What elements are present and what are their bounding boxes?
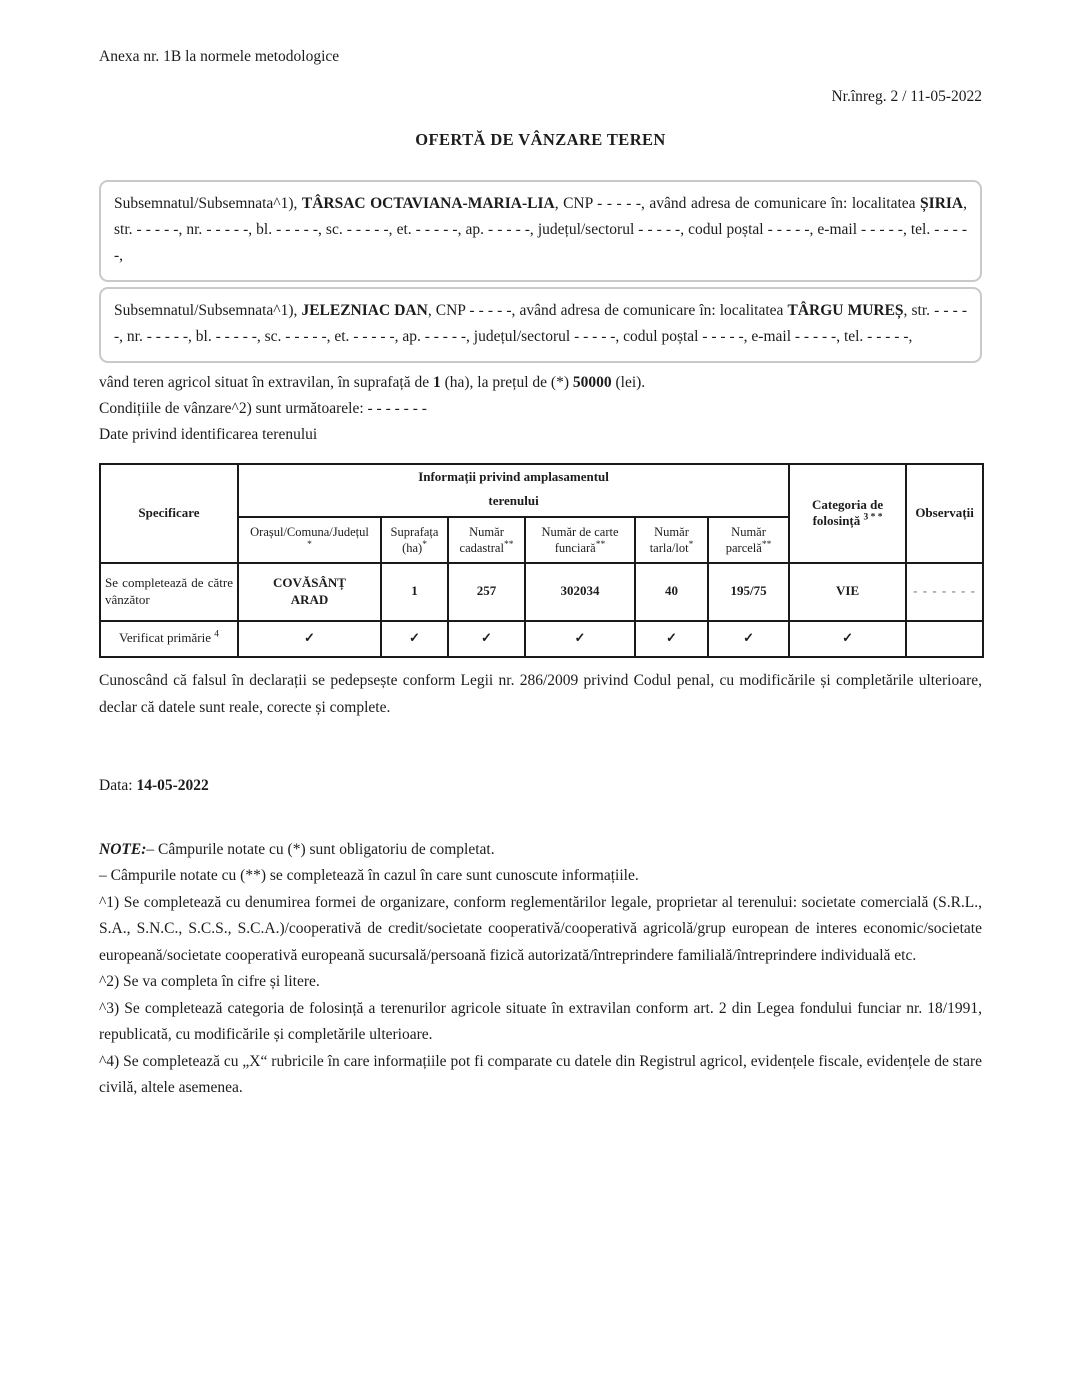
check-parcela-icon: ✓ [708,621,789,657]
seller-data-row [100,563,983,621]
land-identification-table [99,463,984,658]
date-label: Data: [99,776,133,794]
check-cadastral-icon: ✓ [448,621,525,657]
col-header-oras-comuna-judet: Orașul/Comuna/Județul * [238,517,381,563]
col-header-observatii: Observații [906,464,983,563]
verified-footnote-ref: 4 [214,630,220,640]
sale-statement: vând teren agricol situat în extravilan, în suprafață de 1 (ha), la prețul de (*) 50000 (lei). [99,374,646,391]
notes-section [99,837,982,1102]
col-header-tarla-lot: Număr tarla/lot* [635,517,708,563]
date-line [99,777,982,795]
check-tarla-icon: ✓ [635,621,708,657]
check-observatii-empty [906,621,983,657]
cell-tarla-lot: 40 [635,563,708,621]
col-header-specificare: Specificare [100,464,238,563]
col-header-carte-funciara: Număr de carte funciară** [525,517,635,563]
verified-row [100,621,983,657]
cell-categoria-folosinta: VIE [789,563,906,621]
footnote-4: ^4) Se completează cu „X“ rubricile în care informațiile pot fi comparate cu datele din Registrul agricol, evidențele fiscale, evidențele de stare civilă, altele asemenea. [99,1052,982,1097]
cell-carte-funciara: 302034 [525,563,635,621]
col-header-parcela: Număr parcelă** [708,517,789,563]
footnote-1: ^1) Se completează cu denumirea formei de organizare, conform reglementărilor legale, proprietar al terenului: societate comercială (S.R.L., S.A., S.N.C., S.C.S., S.C.A.)/cooperativă de credit/societate cooperativă/cooperativă agricolă/grup european de interes economic/societate europeană/societate cooperativă europeană sucursală/persoană fizică autorizată/întreprindere familială/întreprindere individuală etc. [99,893,982,964]
date-value: 14-05-2022 [136,776,209,794]
col-header-categoria: Categoria de folosință $^{3 * *}$ [789,464,906,563]
seller-row-label: Se completează de către vânzător [100,563,238,621]
check-suprafata-icon: ✓ [381,621,448,657]
footnote-3: ^3) Se completează categoria de folosință a terenurilor agricole situate în extravilan conform art. 2 din Legea fondului funciar nr. 18/1991, republicată, cu modificările și completările ulterioare. [99,999,982,1044]
penal-declaration: Cunoscând că falsul în declarații se pedepsește conform Legii nr. 286/2009 privind Codul penal, cu modificările și completările ulterioare, declar că datele sunt reale, corecte și complete. [99,671,982,716]
note-label: NOTE: [99,840,147,858]
cell-observatii: - - - - - - - [906,563,983,621]
cell-oras-comuna: COVĂSÂNȚ ARAD [238,563,381,621]
verified-row-label: Verificat primărie $^4$ [100,621,238,657]
registration-number: Nr.înreg. 2 / 11-05-2022 [831,88,982,105]
amplasament-line2: terenului [488,492,539,508]
note-line-1: NOTE:– Câmpurile notate cu (*) sunt obligatoriu de completat. [99,840,495,858]
seller-1-paragraph: Subsemnatul/Subsemnata^1), TÂRSAC OCTAVIANA-MARIA-LIA, CNP - - - - -, având adresa de comunicare în: localitatea ȘIRIA, str. - - - - -, nr. - - - - -, bl. - - - - -, sc. - - - - -, et. - - - - -, ap. - - - - -, județul/sectorul - - - - -, codul poștal - - - - -, e-mail - - - - -, tel. - - - - -, [114,195,967,264]
check-oras-icon: ✓ [238,621,381,657]
check-carte-funciara-icon: ✓ [525,621,635,657]
seller-1-box [99,180,982,282]
annex-note: Anexa nr. 1B la normele metodologice [99,48,340,65]
seller-2-box [99,287,982,363]
note-line-2: – Câmpurile notate cu (**) se completează în cazul în care sunt cunoscute informațiile. [99,867,639,885]
table-header-row [100,464,983,517]
seller-2-paragraph: Subsemnatul/Subsemnata^1), JELEZNIAC DAN, CNP - - - - -, având adresa de comunicare în: localitatea TÂRGU MUREȘ, str. - - - - -, nr. - - - - -, bl. - - - - -, sc. - - - - -, et. - - - - -, ap. - - - - -, județul/sectorul - - - - -, codul poștal - - - - -, e-mail - - - - -, tel. - - - - -, [114,302,967,345]
col-header-amplasament [238,464,789,517]
footnote-2: ^2) Se va completa în cifre și litere. [99,973,320,991]
cell-numar-cadastral: 257 [448,563,525,621]
amplasament-line1: Informații privind amplasamentul [418,469,609,484]
cell-parcela: 195/75 [708,563,789,621]
col-header-numar-cadastral: Număr cadastral** [448,517,525,563]
page-title: OFERTĂ DE VÂNZARE TEREN [415,130,666,149]
document-content [99,0,982,1102]
check-categoria-icon: ✓ [789,621,906,657]
col-header-suprafata: Suprafața (ha)* [381,517,448,563]
cell-suprafata: 1 [381,563,448,621]
sale-conditions-line: Condițiile de vânzare^2) sunt următoarele: - - - - - - - [99,400,427,417]
land-identification-heading: Date privind identificarea terenului [99,426,318,443]
categoria-footnote-ref: 3 * * [863,513,883,524]
